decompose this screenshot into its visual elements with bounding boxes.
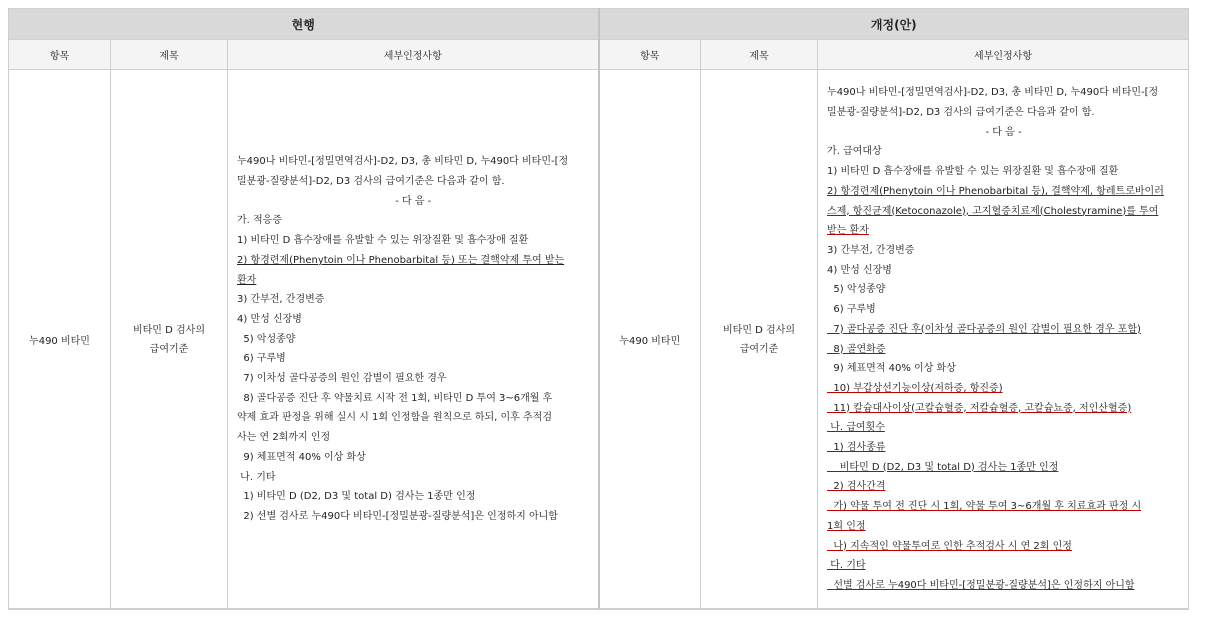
revised-detail-line: 다. 기타 (827, 560, 866, 572)
current-col-details: 세부인정사항 (228, 40, 599, 70)
current-detail-line: 나. 기타 (237, 471, 276, 483)
revised-detail-line: 11) 칼슘대사이상(고칼슘혈증, 저칼슘혈증, 고칼슘뇨증, 저인산혈증) (827, 402, 1132, 414)
revised-detail-line: 누490나 비타민-[정밀면역검사]-D2, D3, 총 비타민 D, 누490다 비타민-[정 (827, 87, 1159, 99)
current-detail-line: - 다 음 - (395, 195, 432, 207)
revised-details-text (827, 83, 1180, 595)
revised-col-details: 세부인정사항 (818, 40, 1189, 70)
revised-detail-line: 1회 인정 (827, 520, 866, 532)
revised-detail-line: 받는 환자 (827, 225, 869, 237)
revised-col-title: 제목 (701, 40, 818, 70)
revised-detail-line: 10) 부갑상선기능이상(저하증, 항진증) (827, 382, 1003, 394)
revised-header: 개정(안) (599, 9, 1189, 40)
revised-detail-line: 5) 악성종양 (827, 284, 886, 296)
current-detail-line: 밀분광-질량분석]-D2, D3 검사의 급여기준은 다음과 같이 함. (237, 176, 505, 188)
current-col-item: 항목 (9, 40, 111, 70)
revised-detail-line: 나. 급여횟수 (827, 422, 885, 434)
current-detail-line: 9) 체표면적 40% 이상 화상 (237, 451, 366, 463)
current-detail-line: 사는 연 2회까지 인정 (237, 432, 331, 444)
revised-detail-line: - 다 음 - (985, 126, 1022, 138)
revised-details-cell (818, 70, 1189, 610)
revised-detail-line: 스제, 항진균제(Ketoconazole), 고지혈증치료제(Cholestyramine)를 투여 (827, 205, 1159, 217)
revised-detail-line: 1) 비타민 D 흡수장애를 유발할 수 있는 위장질환 및 흡수장애 질환 (827, 166, 1119, 178)
revised-detail-line: 1) 검사종류 (827, 442, 886, 454)
current-title-line1: 비타민 D 검사의 (132, 324, 206, 336)
revised-detail-line: 가. 급여대상 (827, 146, 882, 158)
revised-detail-line: 밀분광-질량분석]-D2, D3 검사의 급여기준은 다음과 같이 함. (827, 107, 1095, 119)
bottom-rule (8, 608, 1188, 609)
current-item: 누490 비타민 (29, 336, 90, 347)
current-detail-line: 7) 이차성 골다공증의 원인 감별이 필요한 경우 (237, 373, 447, 385)
current-detail-line: 환자 (237, 274, 257, 286)
current-detail-line: 8) 골다공증 진단 후 약물치료 시작 전 1회, 비타민 D 투여 3~6개월 후 (237, 392, 553, 404)
revised-detail-line: 가) 약물 투여 전 진단 시 1회, 약물 투여 3~6개월 후 치료효과 판정 시 (827, 501, 1142, 513)
revised-detail-line: 7) 골다공증 진단 후(이차성 골다공증의 원인 감별이 필요한 경우 포함) (827, 323, 1141, 335)
current-details-text (237, 152, 590, 526)
current-title-line2: 급여기준 (149, 343, 189, 355)
revised-item-cell (599, 70, 701, 610)
revised-title-cell (701, 70, 818, 610)
current-detail-line: 1) 비타민 D (D2, D3 및 total D) 검사는 1종만 인정 (237, 491, 476, 503)
revised-detail-line: 8) 골연화증 (827, 343, 886, 355)
current-detail-line: 6) 구루병 (237, 353, 286, 365)
current-detail-line: 약제 효과 판정을 위해 실시 시 1회 인정함을 원칙으로 하되, 이후 추적검 (237, 412, 552, 424)
current-detail-line: 5) 악성종양 (237, 333, 296, 345)
current-detail-line: 3) 간부전, 간경변증 (237, 294, 325, 306)
revised-detail-line: 나) 지속적인 약물투여로 인한 추적검사 시 연 2회 인정 (827, 540, 1072, 552)
revised-detail-line: 6) 구루병 (827, 304, 876, 316)
current-detail-line: 누490나 비타민-[정밀면역검사]-D2, D3, 총 비타민 D, 누490다 비타민-[정 (237, 156, 569, 168)
current-col-title: 제목 (111, 40, 228, 70)
current-header: 현행 (9, 9, 599, 40)
revised-col-item: 항목 (599, 40, 701, 70)
current-title-cell (111, 70, 228, 610)
revised-detail-line: 9) 체표면적 40% 이상 화상 (827, 363, 956, 375)
current-detail-line: 2) 항경련제(Phenytoin 이나 Phenobarbital 등) 또는 결핵약제 투여 받는 (237, 254, 565, 266)
current-detail-line: 가. 적응증 (237, 215, 282, 227)
revised-detail-line: 비타민 D (D2, D3 및 total D) 검사는 1종만 인정 (827, 461, 1059, 473)
revised-detail-line: 선별 검사로 누490다 비타민-[정밀분광-질량분석]은 인정하지 아니함 (827, 579, 1135, 591)
revised-item: 누490 비타민 (619, 336, 681, 347)
current-item-cell (9, 70, 111, 610)
revised-detail-line: 2) 검사간격 (827, 481, 886, 493)
revised-title-line2: 급여기준 (739, 343, 779, 355)
comparison-table-wrapper (8, 8, 1188, 610)
current-detail-line: 1) 비타민 D 흡수장애를 유발할 수 있는 위장질환 및 흡수장애 질환 (237, 235, 529, 247)
revised-title-line1: 비타민 D 검사의 (723, 324, 796, 336)
current-details-cell (228, 70, 599, 610)
revised-detail-line: 4) 만성 신장병 (827, 264, 892, 276)
revised-detail-line: 3) 간부전, 간경변증 (827, 244, 915, 256)
comparison-table (8, 8, 1189, 610)
current-detail-line: 4) 만성 신장병 (237, 313, 302, 325)
current-detail-line: 2) 선별 검사로 누490다 비타민-[정밀분광-질량분석]은 인정하지 아니함 (237, 510, 558, 522)
revised-detail-line: 2) 항경련제(Phenytoin 이나 Phenobarbital 등), 결핵약제, 항레트로바이러 (827, 185, 1164, 197)
